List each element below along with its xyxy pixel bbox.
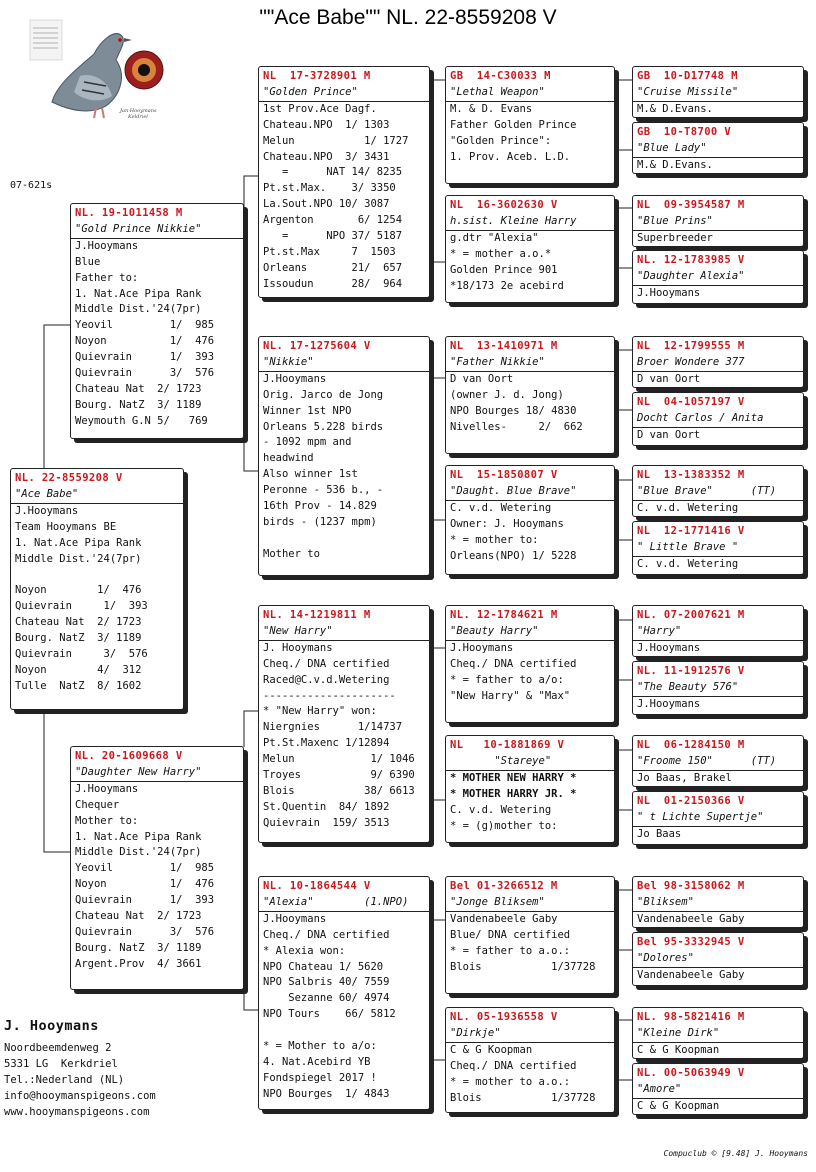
card-line: Quievrain 159/ 3513 [263, 816, 390, 829]
card-line: Quievrain 1/ 393 [75, 894, 215, 907]
card-line: Melun 1/ 1046 [263, 753, 415, 766]
ring-number: Bel 95-3332945 V [637, 936, 745, 948]
ring-number: NL. 14-1219811 M [263, 609, 371, 621]
pedigree-card-g9 [632, 605, 804, 657]
ring-number: NL. 12-1783985 V [637, 254, 745, 266]
pedigree-card-mm [258, 876, 430, 1110]
bird-name: "The Beauty 576" [633, 680, 803, 697]
card-line: * = mother to: [450, 533, 539, 546]
pedigree-card-g3 [632, 195, 804, 247]
card-line: Vandenabeele Gaby [450, 912, 558, 925]
card-line: Chateau.NPO 3/ 3431 [263, 150, 390, 163]
card-line: Pt.st.Max. 3/ 3350 [263, 182, 396, 195]
card-line: J.Hooymans [263, 372, 327, 385]
card-line: Troyes 9/ 6390 [263, 769, 415, 782]
bird-name: "New Harry" [259, 624, 429, 641]
bird-name: "Jonge Bliksem" [446, 895, 614, 912]
bird-name: " t Lichte Supertje" [633, 810, 803, 827]
owner-address: Noordbeemdenweg 2 [4, 1042, 112, 1054]
card-line: * Alexia won: [263, 944, 346, 957]
card-line: Raced@C.v.d.Wetering [263, 673, 390, 686]
card-line: Middle Dist.'24(7pr) [75, 846, 202, 859]
card-line: Peronne - 536 b., - [263, 484, 384, 497]
card-line: * = mother a.o.* [450, 247, 552, 260]
card-line: Niergnies 1/14737 [263, 721, 403, 734]
card-line: Melun 1/ 1727 [263, 134, 409, 147]
card-line: M. & D. Evans [450, 102, 533, 115]
card-line: 1st Prov.Ace Dagf. [263, 102, 377, 115]
card-line: g.dtr "Alexia" [450, 231, 539, 244]
ring-number: NL 01-2150366 V [637, 795, 745, 807]
pedigree-card-g4 [632, 250, 804, 304]
bird-name: Broer Wondere 377 [633, 355, 803, 372]
ring-number: Bel 98-3158062 M [637, 880, 745, 892]
card-line [263, 1023, 425, 1039]
ring-number: NL. 22-8559208 V [15, 472, 123, 484]
bird-name: "Gold Prince Nikkie" [71, 222, 243, 239]
pedigree-card-mf [258, 605, 430, 843]
card-line: Chateau Nat 2/ 1723 [75, 382, 202, 395]
card-line: Fondspiegel 2017 ! [263, 1071, 377, 1084]
bird-name: "Golden Prince" [259, 85, 429, 102]
bird-name: "Daughter Alexia" [633, 269, 803, 286]
card-line: = NPO 37/ 5187 [263, 230, 403, 243]
pedigree-card-g8 [632, 521, 804, 575]
card-line: birds - (1237 mpm) [263, 515, 377, 528]
bird-name: "Bliksem" [633, 895, 803, 912]
card-line: Mother to: [75, 814, 139, 827]
card-line: * = father to a.o.: [450, 944, 571, 957]
card-line: headwind [263, 452, 314, 465]
card-line: Middle Dist.'24(7pr) [75, 303, 202, 316]
pedigree-card-g15 [632, 1007, 804, 1059]
card-line: Jo Baas [637, 827, 682, 840]
card-line: * "New Harry" won: [263, 705, 377, 718]
svg-text:Keldriel: Keldriel [128, 114, 148, 120]
bird-name: "Blue Lady" [633, 141, 803, 158]
card-line: Father Golden Prince [450, 118, 577, 131]
card-line: Yeovil 1/ 985 [75, 862, 215, 875]
card-line: Team Hooymans BE [15, 520, 117, 533]
pedigree-card-fm [258, 336, 430, 576]
ring-number: GB 10-T8700 V [637, 126, 732, 138]
bird-name: "Kleine Dirk" [633, 1026, 803, 1043]
card-line: Cheq./ DNA certified [450, 1059, 577, 1072]
card-line: Cheq./ DNA certified [263, 657, 390, 670]
card-line: Blue/ DNA certified [450, 928, 571, 941]
card-line: Tulle NatZ 8/ 1602 [15, 679, 142, 692]
card-line: Owner: J. Hooymans [450, 517, 564, 530]
ring-number: NL. 12-1784621 M [450, 609, 558, 621]
card-line: = NAT 14/ 8235 [263, 166, 403, 179]
card-line: La.Sout.NPO 10/ 3087 [263, 198, 390, 211]
card-line: C. v.d. Wetering [450, 803, 552, 816]
pedigree-card-mfm [445, 735, 615, 843]
card-line: * = father to a/o: [450, 673, 564, 686]
bird-name: "Stareye" [446, 754, 614, 771]
pedigree-card-subject [10, 468, 184, 710]
owner-name: J. Hooymans [4, 1018, 99, 1034]
ring-number: NL. 19-1011458 M [75, 207, 183, 219]
pedigree-card-g13 [632, 876, 804, 928]
card-line: St.Quentin 84/ 1892 [263, 800, 390, 813]
pedigree-card-fmm [445, 465, 615, 575]
card-line: Orleans 21/ 657 [263, 261, 403, 274]
ring-number: NL 12-1771416 V [637, 525, 745, 537]
ring-number: NL. 11-1912576 V [637, 665, 745, 677]
ring-number: NL. 17-1275604 V [263, 340, 371, 352]
card-line: Golden Prince 901 [450, 263, 558, 276]
card-line: Cheq./ DNA certified [450, 657, 577, 670]
card-line: 1. Prov. Aceb. L.D. [450, 150, 571, 163]
pedigree-card-g10 [632, 661, 804, 715]
card-line: 16th Prov - 14.829 [263, 500, 377, 513]
pedigree-card-ff [258, 66, 430, 298]
card-line: Pt.St.Maxenc 1/12894 [263, 737, 390, 750]
pedigree-card-g1 [632, 66, 804, 118]
card-line: J. Hooymans [263, 641, 333, 654]
bird-name: "Daught. Blue Brave" [446, 484, 614, 501]
svg-text:Jan Hooymans: Jan Hooymans [120, 108, 157, 114]
card-line: J.Hooymans [450, 641, 514, 654]
card-line: J.Hooymans [75, 239, 139, 252]
ring-number: NL 06-1284150 M [637, 739, 745, 751]
card-line: 1. Nat.Ace Pipa Rank [75, 287, 202, 300]
card-line: Noyon 4/ 312 [15, 663, 142, 676]
card-line: --------------------- [263, 689, 396, 702]
card-line: C. v.d. Wetering [637, 501, 739, 514]
pedigree-card-ffm [445, 195, 615, 303]
ring-number: NL 15-1850807 V [450, 469, 558, 481]
pedigree-card-mff [445, 605, 615, 723]
ring-number: NL. 10-1864544 V [263, 880, 371, 892]
footer-credit: Compuclub © [9.48] J. Hooymans [663, 1149, 808, 1158]
card-line: Noyon 1/ 476 [75, 335, 215, 348]
ring-number: NL 09-3954587 M [637, 199, 745, 211]
card-line: Orleans 5.228 birds [263, 420, 384, 433]
owner-contact [4, 1018, 156, 1120]
page-title: ""Ace Babe"" NL. 22-8559208 V [259, 6, 557, 29]
card-line: Jo Baas, Brakel [637, 771, 732, 784]
ring-number: NL. 05-1936558 V [450, 1011, 558, 1023]
ring-number: NL. 00-5063949 V [637, 1067, 745, 1079]
ring-number: NL 04-1057197 V [637, 396, 745, 408]
bird-name: "Daughter New Harry" [71, 765, 243, 782]
card-line: Also winner 1st [263, 468, 358, 481]
bird-name: "Blue Prins" [633, 214, 803, 231]
pedigree-card-g5 [632, 336, 804, 388]
card-line: Chateau Nat 2/ 1723 [15, 616, 142, 629]
owner-email[interactable]: info@hooymanspigeons.com [4, 1090, 156, 1102]
card-line: 1. Nat.Ace Pipa Rank [75, 830, 202, 843]
card-line: Blue [75, 255, 101, 268]
bird-name: "Lethal Weapon" [446, 85, 614, 102]
card-line: M.& D.Evans. [637, 158, 713, 171]
card-line: 4. Nat.Acebird YB [263, 1055, 371, 1068]
ring-number: GB 14-C30033 M [450, 70, 551, 82]
pedigree-card-g6 [632, 392, 804, 446]
card-line: C & G Koopman [637, 1043, 720, 1056]
card-line: Vandenabeele Gaby [637, 968, 745, 981]
card-line: Orleans(NPO) 1/ 5228 [450, 549, 577, 562]
card-line: Noyon 1/ 476 [75, 878, 215, 891]
card-line: Nivelles- 2/ 662 [450, 420, 583, 433]
card-line: Cheq./ DNA certified [263, 928, 390, 941]
pedigree-card-g14 [632, 932, 804, 986]
reference-code: 07-621s [10, 180, 53, 191]
pedigree-card-fff [445, 66, 615, 184]
card-line: C. v.d. Wetering [637, 557, 739, 570]
ring-number: GB 10-D17748 M [637, 70, 738, 82]
card-line: C. v.d. Wetering [450, 501, 552, 514]
card-line: J.Hooymans [637, 641, 701, 654]
card-line: D van Oort [637, 372, 701, 385]
card-line: * = Mother to a/o: [263, 1040, 377, 1053]
card-line [263, 531, 425, 547]
card-line: J.Hooymans [637, 286, 701, 299]
bird-name: h.sist. Kleine Harry [446, 214, 614, 231]
pedigree-card-fmf [445, 336, 615, 454]
owner-phone: Tel.:Nederland (NL) [4, 1074, 125, 1086]
pedigree-card-father [70, 203, 244, 439]
bird-name: " Little Brave " [633, 540, 803, 557]
card-line: * = (g)mother to: [450, 819, 558, 832]
card-line: Mother to [263, 547, 320, 560]
card-line: M.& D.Evans. [637, 102, 713, 115]
owner-postcode: 5331 LG Kerkdriel [4, 1058, 118, 1070]
card-line: *18/173 2e acebird [450, 279, 564, 292]
bird-name: "Father Nikkie" [446, 355, 614, 372]
card-line: Bourg. NatZ 3/ 1189 [75, 941, 202, 954]
card-line: Pt.st.Max 7 1503 [263, 245, 396, 258]
card-line: Argent.Prov 4/ 3661 [75, 957, 202, 970]
card-line: Blois 1/37728 [450, 960, 596, 973]
card-line: NPO Bourges 18/ 4830 [450, 404, 577, 417]
card-line: D van Oort [450, 372, 514, 385]
ring-number: NL 17-3728901 M [263, 70, 371, 82]
pedigree-card-g12 [632, 791, 804, 845]
card-line: NPO Chateau 1/ 5620 [263, 960, 384, 973]
card-line: Bourg. NatZ 3/ 1189 [15, 632, 142, 645]
card-line: Winner 1st NPO [263, 404, 352, 417]
card-line: * = mother to a.o.: [450, 1075, 571, 1088]
card-line: J.Hooymans [15, 504, 79, 517]
card-line: - 1092 mpm and [263, 436, 352, 449]
card-line: Issoudun 28/ 964 [263, 277, 403, 290]
bird-name: "Harry" [633, 624, 803, 641]
bird-name: "Beauty Harry" [446, 624, 614, 641]
card-line: Father to: [75, 271, 139, 284]
bird-name: "Amore" [633, 1082, 803, 1099]
card-line: Sezanne 60/ 4974 [263, 992, 390, 1005]
ring-number: NL 13-1383352 M [637, 469, 745, 481]
pedigree-card-mmm [445, 1007, 615, 1113]
bird-name: "Dirkje" [446, 1026, 614, 1043]
ring-number: NL 10-1881869 V [450, 739, 565, 751]
owner-website[interactable]: www.hooymanspigeons.com [4, 1106, 150, 1118]
ring-number: NL. 07-2007621 M [637, 609, 745, 621]
card-line: Argenton 6/ 1254 [263, 214, 403, 227]
card-line: J.Hooymans [637, 697, 701, 710]
card-line: (owner J. d. Jong) [450, 388, 564, 401]
card-line: * MOTHER HARRY JR. * [450, 787, 577, 800]
card-line: Orig. Jarco de Jong [263, 388, 384, 401]
card-line: Blois 38/ 6613 [263, 784, 415, 797]
pedigree-card-mother [70, 746, 244, 990]
card-line: Chateau Nat 2/ 1723 [75, 910, 202, 923]
bird-name: "Nikkie" [259, 355, 429, 372]
bird-name: Docht Carlos / Anita [633, 411, 803, 428]
card-line: NPO Bourges 1/ 4843 [263, 1087, 390, 1100]
card-line: J.Hooymans [75, 782, 139, 795]
card-line: Quievrain 3/ 576 [75, 367, 215, 380]
bird-name: "Ace Babe" [11, 487, 183, 504]
pedigree-card-g11 [632, 735, 804, 787]
bird-name: "Cruise Missile" [633, 85, 803, 102]
pedigree-card-mmf [445, 876, 615, 994]
pedigree-card-g7 [632, 465, 804, 517]
card-line: C & G Koopman [450, 1043, 533, 1056]
ring-number: NL 12-1799555 M [637, 340, 745, 352]
card-line: Weymouth G.N 5/ 769 [75, 414, 208, 427]
card-line: Noyon 1/ 476 [15, 584, 142, 597]
card-line: Quievrain 3/ 576 [15, 647, 148, 660]
card-line: Quievrain 1/ 393 [15, 600, 148, 613]
bird-name: "Alexia" (1.NPO) [259, 895, 429, 912]
card-line: Blois 1/37728 [450, 1091, 596, 1104]
ring-number: NL 16-3602630 V [450, 199, 558, 211]
card-line: Yeovil 1/ 985 [75, 319, 215, 332]
card-line: 1. Nat.Ace Pipa Rank [15, 536, 142, 549]
card-line: Superbreeder [637, 231, 713, 244]
card-line: Chequer [75, 798, 120, 811]
card-line: Middle Dist.'24(7pr) [15, 552, 142, 565]
card-line: D van Oort [637, 428, 701, 441]
bird-name: "Blue Brave" (TT) [633, 484, 803, 501]
card-line: NPO Salbris 40/ 7559 [263, 976, 390, 989]
card-line: Vandenabeele Gaby [637, 912, 745, 925]
bird-name: "Froome 150" (TT) [633, 754, 803, 771]
card-line: Quievrain 1/ 393 [75, 351, 215, 364]
card-line: C & G Koopman [637, 1099, 720, 1112]
ring-number: NL. 98-5821416 M [637, 1011, 745, 1023]
card-line: Chateau.NPO 1/ 1303 [263, 118, 390, 131]
card-line: Bourg. NatZ 3/ 1189 [75, 398, 202, 411]
ring-number: NL. 20-1609668 V [75, 750, 183, 762]
card-line: Quievrain 3/ 576 [75, 925, 215, 938]
card-line [15, 567, 179, 583]
card-line: "Golden Prince": [450, 134, 552, 147]
card-line: NPO Tours 66/ 5812 [263, 1008, 396, 1021]
pedigree-card-g16 [632, 1063, 804, 1115]
card-line: "New Harry" & "Max" [450, 689, 571, 702]
ring-number: Bel 01-3266512 M [450, 880, 558, 892]
bird-name: "Dolores" [633, 951, 803, 968]
card-line: * MOTHER NEW HARRY * [450, 771, 577, 784]
pedigree-card-g2 [632, 122, 804, 174]
ring-number: NL 13-1410971 M [450, 340, 558, 352]
card-line: J.Hooymans [263, 912, 327, 925]
